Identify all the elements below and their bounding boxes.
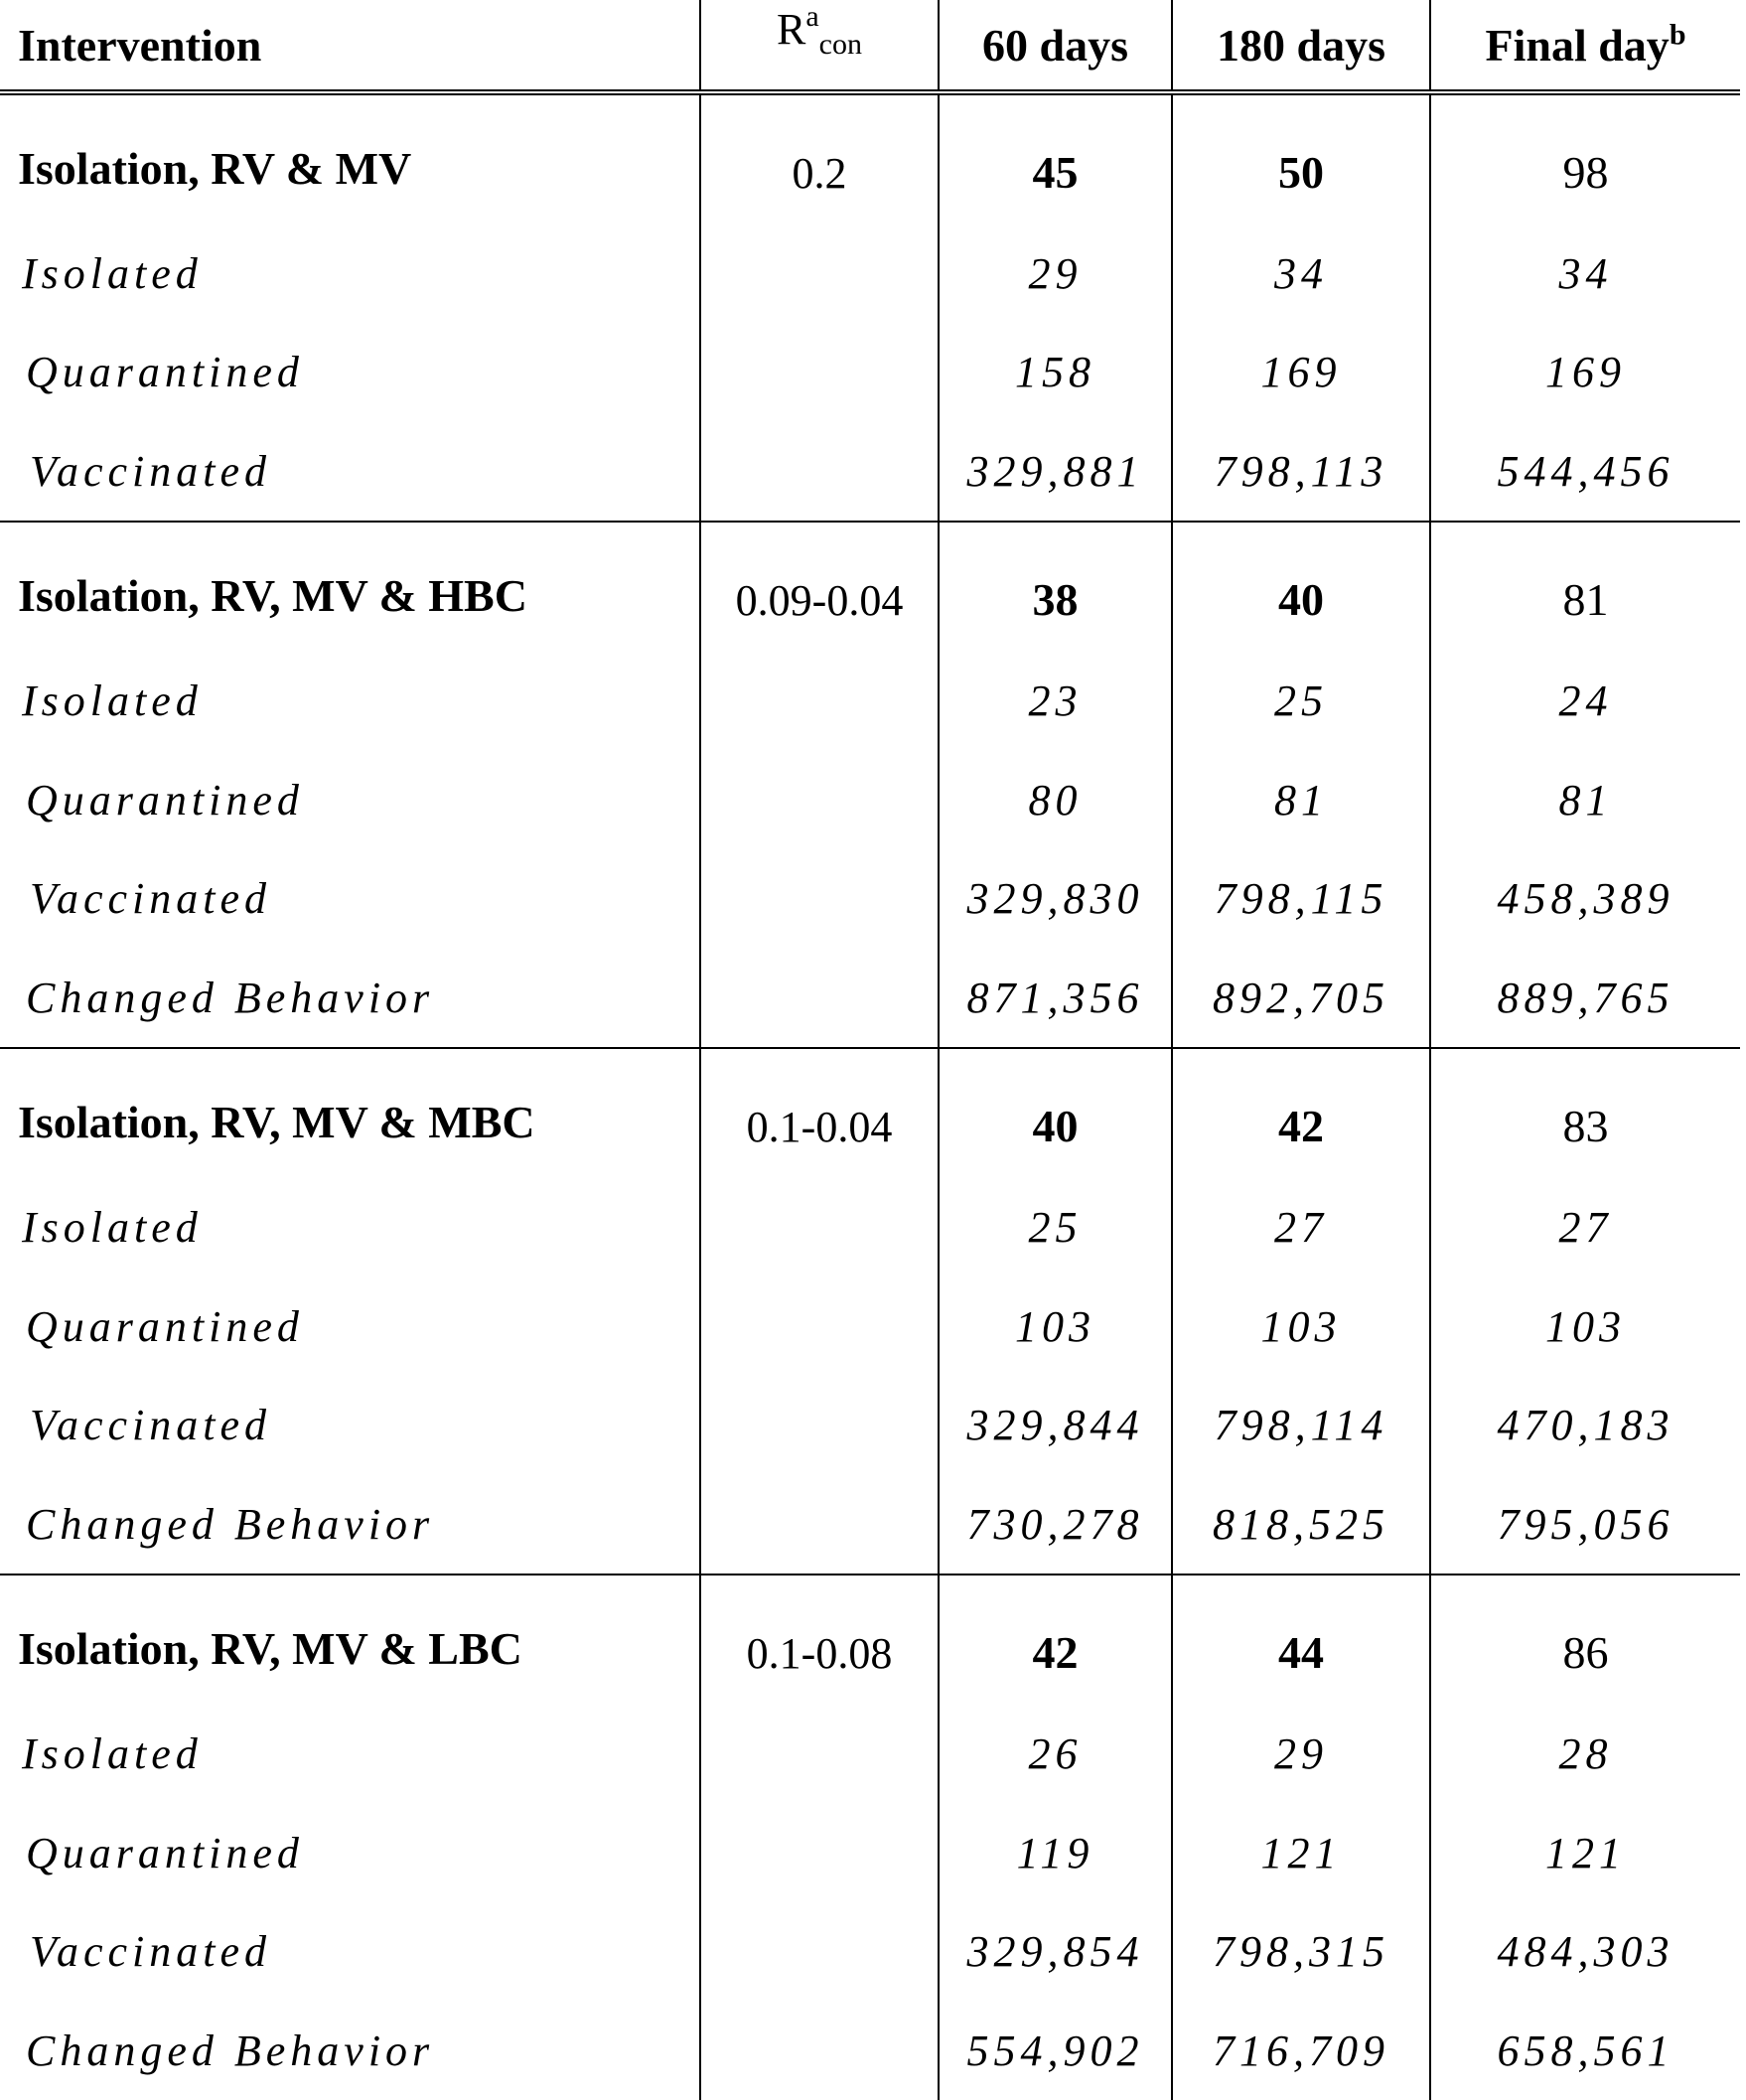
group-60-days: 38 <box>939 522 1172 652</box>
row-60-days: 158 <box>939 323 1172 422</box>
row-60-days: 29 <box>939 225 1172 324</box>
row-final-day: 889,765 <box>1430 949 1740 1049</box>
row-180-days: 798,113 <box>1172 422 1430 523</box>
group-row <box>0 92 1740 225</box>
row-60-days: 25 <box>939 1178 1172 1277</box>
row-final-day: 484,303 <box>1430 1902 1740 2002</box>
row-rcon <box>700 849 939 949</box>
row-final-day: 470,183 <box>1430 1376 1740 1475</box>
row-180-days: 81 <box>1172 751 1430 850</box>
row-rcon <box>700 422 939 523</box>
table-row <box>0 1902 1740 2002</box>
group-60-days: 42 <box>939 1575 1172 1705</box>
row-60-days: 329,854 <box>939 1902 1172 2002</box>
row-final-day: 169 <box>1430 323 1740 422</box>
group-final-day: 86 <box>1430 1575 1740 1705</box>
row-label: Isolated <box>22 1203 203 1253</box>
row-label: Isolated <box>22 248 203 298</box>
row-rcon <box>700 1178 939 1277</box>
row-60-days: 103 <box>939 1277 1172 1377</box>
row-rcon <box>700 1902 939 2002</box>
row-rcon <box>700 652 939 751</box>
row-rcon <box>700 225 939 324</box>
header-rcon <box>700 0 939 92</box>
row-label: Changed Behavior <box>26 1500 435 1550</box>
table-row <box>0 1804 1740 1903</box>
group-name: Isolation, RV & MV <box>18 142 412 194</box>
row-180-days: 716,709 <box>1172 2002 1430 2100</box>
row-180-days: 892,705 <box>1172 949 1430 1049</box>
header-60-days: 60 days <box>939 0 1172 92</box>
row-final-day: 24 <box>1430 652 1740 751</box>
row-60-days: 23 <box>939 652 1172 751</box>
row-60-days: 730,278 <box>939 1475 1172 1575</box>
row-final-day: 34 <box>1430 225 1740 324</box>
group-rcon: 0.1-0.08 <box>700 1575 939 1705</box>
group-name: Isolation, RV, MV & MBC <box>0 1048 700 1178</box>
row-label: Isolated <box>22 1729 203 1779</box>
row-final-day: 795,056 <box>1430 1475 1740 1575</box>
row-final-day: 121 <box>1430 1804 1740 1903</box>
row-final-day: 544,456 <box>1430 422 1740 523</box>
rcon-superscript: a <box>805 0 819 33</box>
row-rcon <box>700 1376 939 1475</box>
table-row <box>0 652 1740 751</box>
row-60-days: 26 <box>939 1705 1172 1804</box>
table-row <box>0 323 1740 422</box>
header-180-days: 180 days <box>1172 0 1430 92</box>
table-row <box>0 1705 1740 1804</box>
row-rcon <box>700 1705 939 1804</box>
row-60-days: 119 <box>939 1804 1172 1903</box>
row-180-days: 798,315 <box>1172 1902 1430 2002</box>
table-row <box>0 1178 1740 1277</box>
row-180-days: 29 <box>1172 1705 1430 1804</box>
row-60-days: 871,356 <box>939 949 1172 1049</box>
table-row <box>0 949 1740 1049</box>
row-180-days: 103 <box>1172 1277 1430 1377</box>
row-final-day: 103 <box>1430 1277 1740 1377</box>
row-label: Vaccinated <box>30 874 272 924</box>
rcon-base: R <box>776 5 806 54</box>
row-rcon <box>700 2002 939 2100</box>
row-180-days: 798,115 <box>1172 849 1430 949</box>
row-60-days: 554,902 <box>939 2002 1172 2100</box>
row-final-day: 28 <box>1430 1705 1740 1804</box>
group-rcon: 0.1-0.04 <box>700 1048 939 1178</box>
group-180-days: 44 <box>1172 1575 1430 1705</box>
row-rcon <box>700 1277 939 1377</box>
group-rcon: 0.09-0.04 <box>700 522 939 652</box>
header-row <box>0 0 1740 92</box>
group-rcon: 0.2 <box>700 92 939 225</box>
row-180-days: 27 <box>1172 1178 1430 1277</box>
group-180-days: 50 <box>1172 92 1430 225</box>
group-row <box>0 522 1740 652</box>
table-row <box>0 751 1740 850</box>
final-day-superscript: b <box>1669 18 1686 52</box>
row-rcon <box>700 1475 939 1575</box>
row-180-days: 25 <box>1172 652 1430 751</box>
row-label: Quarantined <box>26 1301 304 1351</box>
group-name: Isolation, RV, MV & HBC <box>0 522 700 652</box>
row-label: Quarantined <box>26 1828 304 1877</box>
row-180-days: 34 <box>1172 225 1430 324</box>
header-intervention: Intervention <box>0 0 700 92</box>
group-60-days: 45 <box>939 92 1172 225</box>
row-final-day: 27 <box>1430 1178 1740 1277</box>
row-180-days: 818,525 <box>1172 1475 1430 1575</box>
table-row <box>0 2002 1740 2100</box>
table-row <box>0 422 1740 523</box>
table-row <box>0 1376 1740 1475</box>
table-row <box>0 225 1740 324</box>
row-label: Vaccinated <box>30 447 272 497</box>
row-60-days: 329,881 <box>939 422 1172 523</box>
row-rcon <box>700 1804 939 1903</box>
row-rcon <box>700 751 939 850</box>
row-60-days: 80 <box>939 751 1172 850</box>
header-final-day <box>1430 0 1740 92</box>
group-180-days: 40 <box>1172 522 1430 652</box>
row-label: Isolated <box>22 676 203 726</box>
row-label: Vaccinated <box>30 1927 272 1977</box>
group-row <box>0 1575 1740 1705</box>
row-rcon <box>700 949 939 1049</box>
row-label: Quarantined <box>26 348 304 397</box>
row-label: Changed Behavior <box>26 974 435 1023</box>
row-label: Changed Behavior <box>26 2025 435 2075</box>
group-row <box>0 1048 1740 1178</box>
row-60-days: 329,830 <box>939 849 1172 949</box>
rcon-subscript: con <box>818 28 862 61</box>
group-name: Isolation, RV, MV & LBC <box>0 1575 700 1705</box>
row-180-days: 169 <box>1172 323 1430 422</box>
group-180-days: 42 <box>1172 1048 1430 1178</box>
group-final-day: 98 <box>1430 92 1740 225</box>
group-final-day: 83 <box>1430 1048 1740 1178</box>
table-row <box>0 1475 1740 1575</box>
table-row <box>0 1277 1740 1377</box>
final-day-label: Final day <box>1485 19 1670 71</box>
row-rcon <box>700 323 939 422</box>
group-final-day: 81 <box>1430 522 1740 652</box>
row-final-day: 658,561 <box>1430 2002 1740 2100</box>
row-label: Vaccinated <box>30 1401 272 1450</box>
group-60-days: 40 <box>939 1048 1172 1178</box>
row-final-day: 81 <box>1430 751 1740 850</box>
row-180-days: 798,114 <box>1172 1376 1430 1475</box>
row-60-days: 329,844 <box>939 1376 1172 1475</box>
table-row <box>0 849 1740 949</box>
row-final-day: 458,389 <box>1430 849 1740 949</box>
row-180-days: 121 <box>1172 1804 1430 1903</box>
row-label: Quarantined <box>26 775 304 825</box>
